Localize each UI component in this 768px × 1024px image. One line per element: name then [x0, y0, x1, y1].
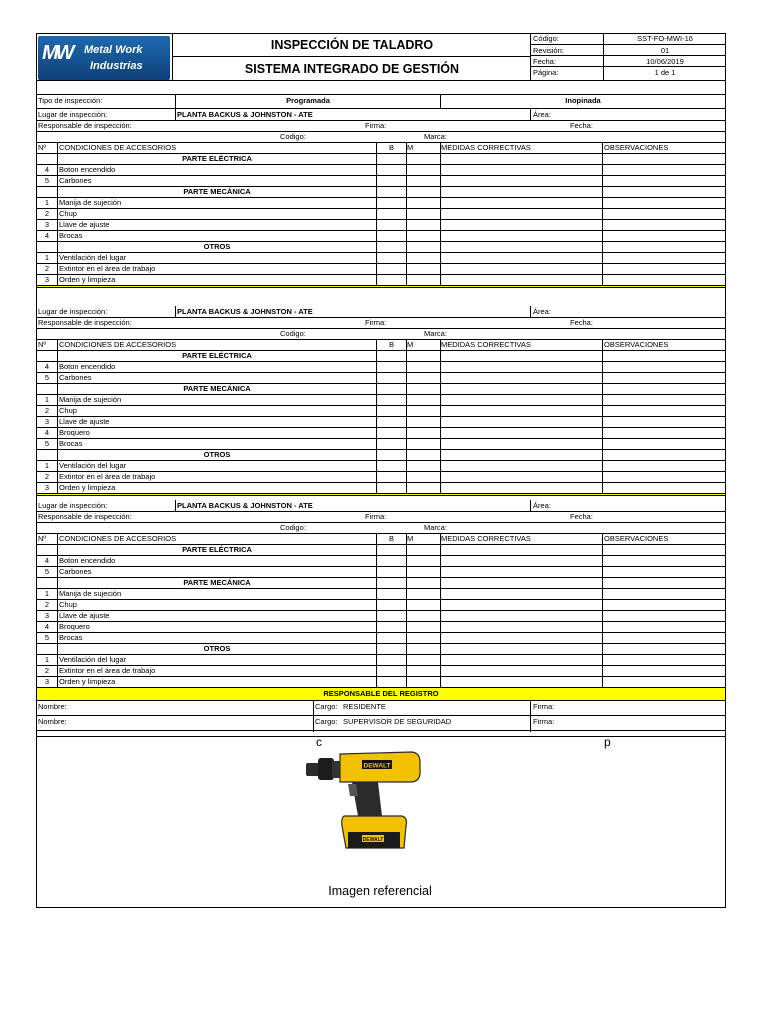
item-name: Chup	[59, 406, 77, 415]
item-name: Llave de ajuste	[59, 220, 110, 229]
registry-nombre-label: Nombre:	[38, 702, 67, 711]
col-medidas-header: MEDIDAS CORRECTIVAS	[441, 534, 531, 543]
grid-line	[175, 306, 176, 317]
grid-line	[36, 131, 726, 132]
codigo-label: Codigo:	[280, 329, 306, 338]
col-medidas-header: MEDIDAS CORRECTIVAS	[441, 340, 531, 349]
lugar-label: Lugar de inspección:	[38, 110, 108, 119]
group-title-otros: OTROS	[203, 242, 231, 251]
item-name: Chup	[59, 600, 77, 609]
item-number: 2	[44, 666, 50, 675]
col-m-header: M	[407, 340, 414, 349]
item-number: 2	[44, 406, 50, 415]
meta-label: Fecha:	[533, 57, 556, 66]
item-name: Boton encendido	[59, 165, 116, 174]
col-condiciones-header: CONDICIONES DE ACCESORIOS	[59, 143, 177, 152]
responsable-label: Responsable de inspección:	[38, 512, 132, 521]
company-name-line1: Metal Work	[84, 44, 143, 56]
group-title-parte-electrica: PARTE ELÉCTRICA	[182, 351, 252, 360]
col-obs-header: OBSERVACIONES	[604, 534, 669, 543]
item-number: 2	[44, 600, 50, 609]
inspection-type-inopinada: Inopinada	[565, 96, 601, 105]
item-number: 3	[44, 677, 50, 686]
item-number: 5	[44, 439, 50, 448]
area-label: Área:	[533, 501, 551, 510]
item-name: Carbones	[59, 176, 92, 185]
item-name: Llave de ajuste	[59, 611, 110, 620]
grid-line	[57, 339, 58, 493]
grid-line	[376, 142, 377, 285]
item-name: Chup	[59, 209, 77, 218]
grid-line	[57, 533, 58, 687]
codigo-label: Codigo:	[280, 523, 306, 532]
group-title-parte-mecanica: PARTE MECÁNICA	[183, 384, 251, 393]
header-divider	[530, 33, 531, 80]
item-name: Extintor en el área de trabajo	[59, 264, 156, 273]
item-number: 5	[44, 373, 50, 382]
item-name: Manija de sujeción	[59, 589, 122, 598]
item-name: Brocas	[59, 633, 83, 642]
drill-chuck-tip	[306, 763, 320, 776]
col-condiciones-header: CONDICIONES DE ACCESORIOS	[59, 340, 177, 349]
meta-value: 01	[660, 46, 670, 55]
responsable-label: Responsable de inspección:	[38, 121, 132, 130]
logo-mark-icon: MW	[42, 42, 72, 64]
item-number: 3	[44, 417, 50, 426]
group-title-parte-mecanica: PARTE MECÁNICA	[183, 578, 251, 587]
grid-line	[376, 533, 377, 687]
lugar-value: PLANTA BACKUS & JOHNSTON - ATE	[177, 501, 313, 510]
fecha-label: Fecha:	[570, 121, 593, 130]
item-number: 1	[44, 655, 50, 664]
lugar-label: Lugar de inspección:	[38, 501, 108, 510]
col-n-header: Nº	[38, 534, 47, 543]
fecha-label: Fecha:	[570, 512, 593, 521]
header-divider	[172, 56, 530, 57]
drill-battery-label: DEWALT	[362, 837, 384, 843]
item-name: Extintor en el área de trabajo	[59, 472, 156, 481]
item-number: 3	[44, 483, 50, 492]
marca-label: Marca:	[424, 329, 447, 338]
grid-line	[376, 339, 377, 493]
section-separator	[37, 285, 725, 288]
item-name: Ventilación del lugar	[59, 253, 127, 262]
section-separator	[37, 493, 725, 496]
grid-line	[36, 522, 726, 523]
item-name: Boton encendido	[59, 362, 116, 371]
item-name: Llave de ajuste	[59, 417, 110, 426]
grid-line	[175, 500, 176, 511]
registry-title: RESPONSABLE DEL REGISTRO	[323, 689, 439, 698]
grid-line	[406, 533, 407, 687]
grid-line	[530, 700, 531, 732]
registry-cargo-value: SUPERVISOR DE SEGURIDAD	[343, 717, 452, 726]
item-number: 4	[44, 428, 50, 437]
item-number: 2	[44, 209, 50, 218]
item-number: 4	[44, 556, 50, 565]
area-label: Área:	[533, 307, 551, 316]
meta-label: Código:	[533, 34, 559, 43]
item-name: Broquero	[59, 622, 90, 631]
item-number: 4	[44, 362, 50, 371]
company-name-line2: Industrias	[90, 60, 143, 72]
registry-cargo-label: Cargo:	[315, 702, 338, 711]
grid-line	[57, 142, 58, 285]
responsable-label: Responsable de inspección:	[38, 318, 132, 327]
col-b-header: B	[388, 143, 394, 152]
lugar-value: PLANTA BACKUS & JOHNSTON - ATE	[177, 307, 313, 316]
group-title-otros: OTROS	[203, 644, 231, 653]
item-number: 1	[44, 589, 50, 598]
grid-line	[530, 306, 531, 317]
drill-image	[300, 744, 424, 860]
col-medidas-header: MEDIDAS CORRECTIVAS	[441, 143, 531, 152]
drill-brand-label: DEWALT	[363, 762, 391, 770]
item-name: Broquero	[59, 428, 90, 437]
item-number: 3	[44, 275, 50, 284]
item-number: 5	[44, 567, 50, 576]
marca-label: Marca:	[424, 132, 447, 141]
item-name: Brocas	[59, 231, 83, 240]
inspection-type-label: Tipo de inspección:	[38, 96, 103, 105]
item-number: 1	[44, 395, 50, 404]
stray-glyph-right: p	[604, 735, 611, 749]
grid-line	[530, 109, 531, 120]
col-n-header: Nº	[38, 340, 47, 349]
meta-label: Revisión:	[533, 46, 564, 55]
grid-line	[36, 328, 726, 329]
item-number: 3	[44, 611, 50, 620]
firma-label: Firma:	[365, 512, 387, 521]
item-number: 4	[44, 622, 50, 631]
col-obs-header: OBSERVACIONES	[604, 340, 669, 349]
registry-firma-label: Firma:	[533, 702, 555, 711]
grid-line	[440, 142, 441, 285]
firma-label: Firma:	[365, 121, 387, 130]
item-number: 4	[44, 231, 50, 240]
item-number: 5	[44, 633, 50, 642]
item-number: 2	[44, 472, 50, 481]
group-title-parte-mecanica: PARTE MECÁNICA	[183, 187, 251, 196]
col-condiciones-header: CONDICIONES DE ACCESORIOS	[59, 534, 177, 543]
form-title: INSPECCIÓN DE TALADRO	[270, 38, 434, 52]
item-name: Manija de sujeción	[59, 198, 122, 207]
item-name: Boton encendido	[59, 556, 116, 565]
fecha-label: Fecha:	[570, 318, 593, 327]
area-label: Área:	[533, 110, 551, 119]
header-bottom	[36, 80, 726, 81]
item-name: Orden y limpieza	[59, 275, 116, 284]
lugar-label: Lugar de inspección:	[38, 307, 108, 316]
item-name: Ventilación del lugar	[59, 461, 127, 470]
codigo-label: Codigo:	[280, 132, 306, 141]
registry-firma-label: Firma:	[533, 717, 555, 726]
grid-line	[175, 109, 176, 120]
item-name: Ventilación del lugar	[59, 655, 127, 664]
group-title-parte-electrica: PARTE ELÉCTRICA	[182, 545, 252, 554]
item-number: 3	[44, 220, 50, 229]
stray-glyph-left: c	[316, 735, 322, 749]
item-number: 1	[44, 461, 50, 470]
col-n-header: Nº	[38, 143, 47, 152]
image-area-top	[36, 736, 726, 737]
item-name: Carbones	[59, 373, 92, 382]
grid-line	[406, 339, 407, 493]
grid-line	[602, 142, 603, 285]
item-name: Extintor en el área de trabajo	[59, 666, 156, 675]
grid-line	[36, 730, 726, 731]
lugar-value: PLANTA BACKUS & JOHNSTON - ATE	[177, 110, 313, 119]
item-name: Orden y limpieza	[59, 483, 116, 492]
col-m-header: M	[407, 143, 414, 152]
grid-line	[440, 339, 441, 493]
meta-value: 10/06/2019	[646, 57, 684, 66]
meta-value: 1 de 1	[654, 68, 676, 77]
grid-line	[406, 142, 407, 285]
image-caption: Imagen referencial	[328, 884, 432, 898]
registry-nombre-label: Nombre:	[38, 717, 67, 726]
item-name: Orden y limpieza	[59, 677, 116, 686]
item-name: Carbones	[59, 567, 92, 576]
col-obs-header: OBSERVACIONES	[604, 143, 669, 152]
grid-line	[440, 533, 441, 687]
grid-line	[602, 533, 603, 687]
group-title-otros: OTROS	[203, 450, 231, 459]
col-m-header: M	[407, 534, 414, 543]
drill-chuck	[318, 758, 334, 780]
inspection-type-programada: Programada	[286, 96, 330, 105]
group-title-parte-electrica: PARTE ELÉCTRICA	[182, 154, 252, 163]
registry-cargo-label: Cargo:	[315, 717, 338, 726]
grid-line	[602, 339, 603, 493]
marca-label: Marca:	[424, 523, 447, 532]
item-number: 4	[44, 165, 50, 174]
grid-line	[530, 500, 531, 511]
form-subtitle: SISTEMA INTEGRADO DE GESTIÓN	[244, 62, 460, 76]
meta-value: SST-FO-MWI-16	[637, 34, 693, 43]
item-name: Manija de sujeción	[59, 395, 122, 404]
item-number: 5	[44, 176, 50, 185]
meta-label: Página:	[533, 68, 559, 77]
item-name: Brocas	[59, 439, 83, 448]
registry-cargo-value: RESIDENTE	[343, 702, 386, 711]
item-number: 1	[44, 253, 50, 262]
item-number: 1	[44, 198, 50, 207]
firma-label: Firma:	[365, 318, 387, 327]
col-b-header: B	[388, 534, 394, 543]
item-number: 2	[44, 264, 50, 273]
grid-line	[313, 700, 314, 732]
company-logo	[38, 36, 170, 80]
col-b-header: B	[388, 340, 394, 349]
